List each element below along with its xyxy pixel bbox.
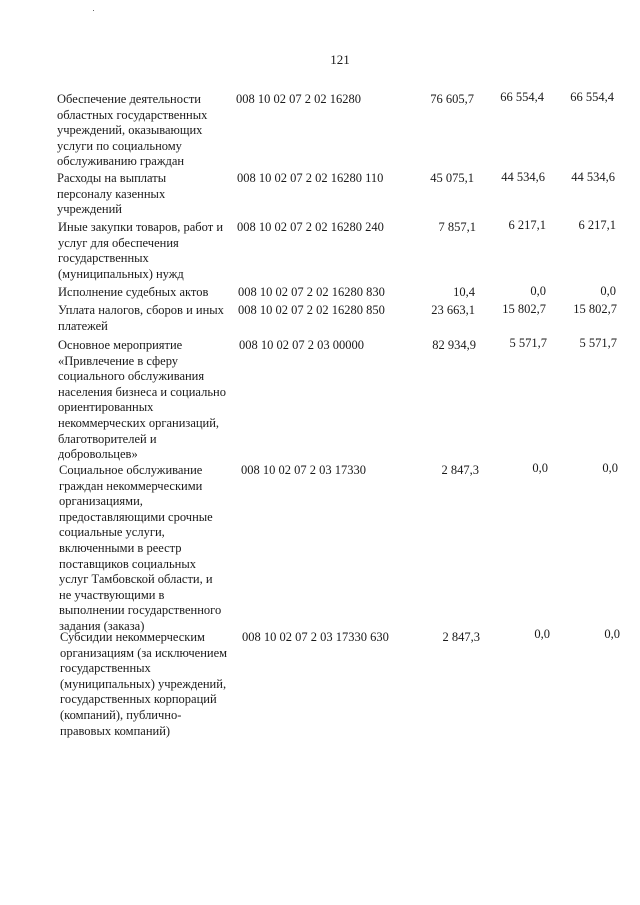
row-code: 008 10 02 07 2 03 00000 [239,338,364,352]
row-code: 008 10 02 07 2 02 16280 [236,92,361,106]
row-value-1: 45 075,1 [430,171,474,185]
row-value-1: 10,4 [453,285,475,299]
row-code: 008 10 02 07 2 03 17330 630 [242,630,389,644]
row-value-1: 2 847,3 [442,630,480,644]
row-code: 008 10 02 07 2 03 17330 [241,463,366,477]
page-number: 121 [330,52,350,67]
row-value-1: 7 857,1 [438,220,476,234]
row-name: Исполнение судебных актов [58,285,209,299]
row-name: Субсидии некоммерческим организациям (за исключением государственных (муниципальных) учреждений, государственных корпораций (компаний), публично- правовых компаний) [60,630,228,738]
row-code: 008 10 02 07 2 02 16280 110 [237,171,384,185]
row-value-3: 15 802,7 [573,302,617,316]
row-value-1: 76 605,7 [430,92,474,106]
row-value-3: 5 571,7 [579,336,617,350]
row-name: Уплата налогов, сборов и иных платежей [58,303,224,333]
row-name: Иные закупки товаров, работ и услуг для обеспечения государственных (муниципальных) нужд [58,220,224,281]
row-value-2: 5 571,7 [509,336,547,350]
scan-speck [93,10,94,11]
row-value-2: 0,0 [530,284,546,298]
row-value-3: 0,0 [602,461,618,475]
row-value-1: 82 934,9 [432,338,476,352]
row-value-2: 0,0 [532,461,548,475]
row-value-2: 66 554,4 [500,90,544,104]
row-value-2: 0,0 [534,627,550,641]
row-name: Основное мероприятие «Привлечение в сферу социального обслуживания населения бизнеса и социально ориентированных некоммерческих организаций, благотворителей и добровольцев» [58,338,226,462]
row-value-2: 44 534,6 [501,170,545,184]
row-value-1: 2 847,3 [441,463,479,477]
row-value-3: 66 554,4 [570,90,614,104]
row-name: Обеспечение деятельности областных государственных учреждений, оказывающих услуги по социальному обслуживанию граждан [57,92,208,169]
row-value-1: 23 663,1 [431,303,475,317]
row-value-3: 6 217,1 [578,218,616,232]
row-value-3: 44 534,6 [571,170,615,184]
row-value-2: 15 802,7 [502,302,546,316]
row-value-3: 0,0 [604,627,620,641]
row-value-2: 6 217,1 [508,218,546,232]
row-code: 008 10 02 07 2 02 16280 850 [238,303,385,317]
row-name: Социальное обслуживание граждан некоммерческими организациями, предоставляющими срочные социальные услуги, включенными в реестр поставщиков социальных услуг Тамбовской области, и не участвующими в выполнении государственного задания (заказа) [59,463,222,633]
row-name: Расходы на выплаты персоналу казенных учреждений [57,171,167,217]
row-value-3: 0,0 [600,284,616,298]
row-code: 008 10 02 07 2 02 16280 830 [238,285,385,299]
row-code: 008 10 02 07 2 02 16280 240 [237,220,384,234]
